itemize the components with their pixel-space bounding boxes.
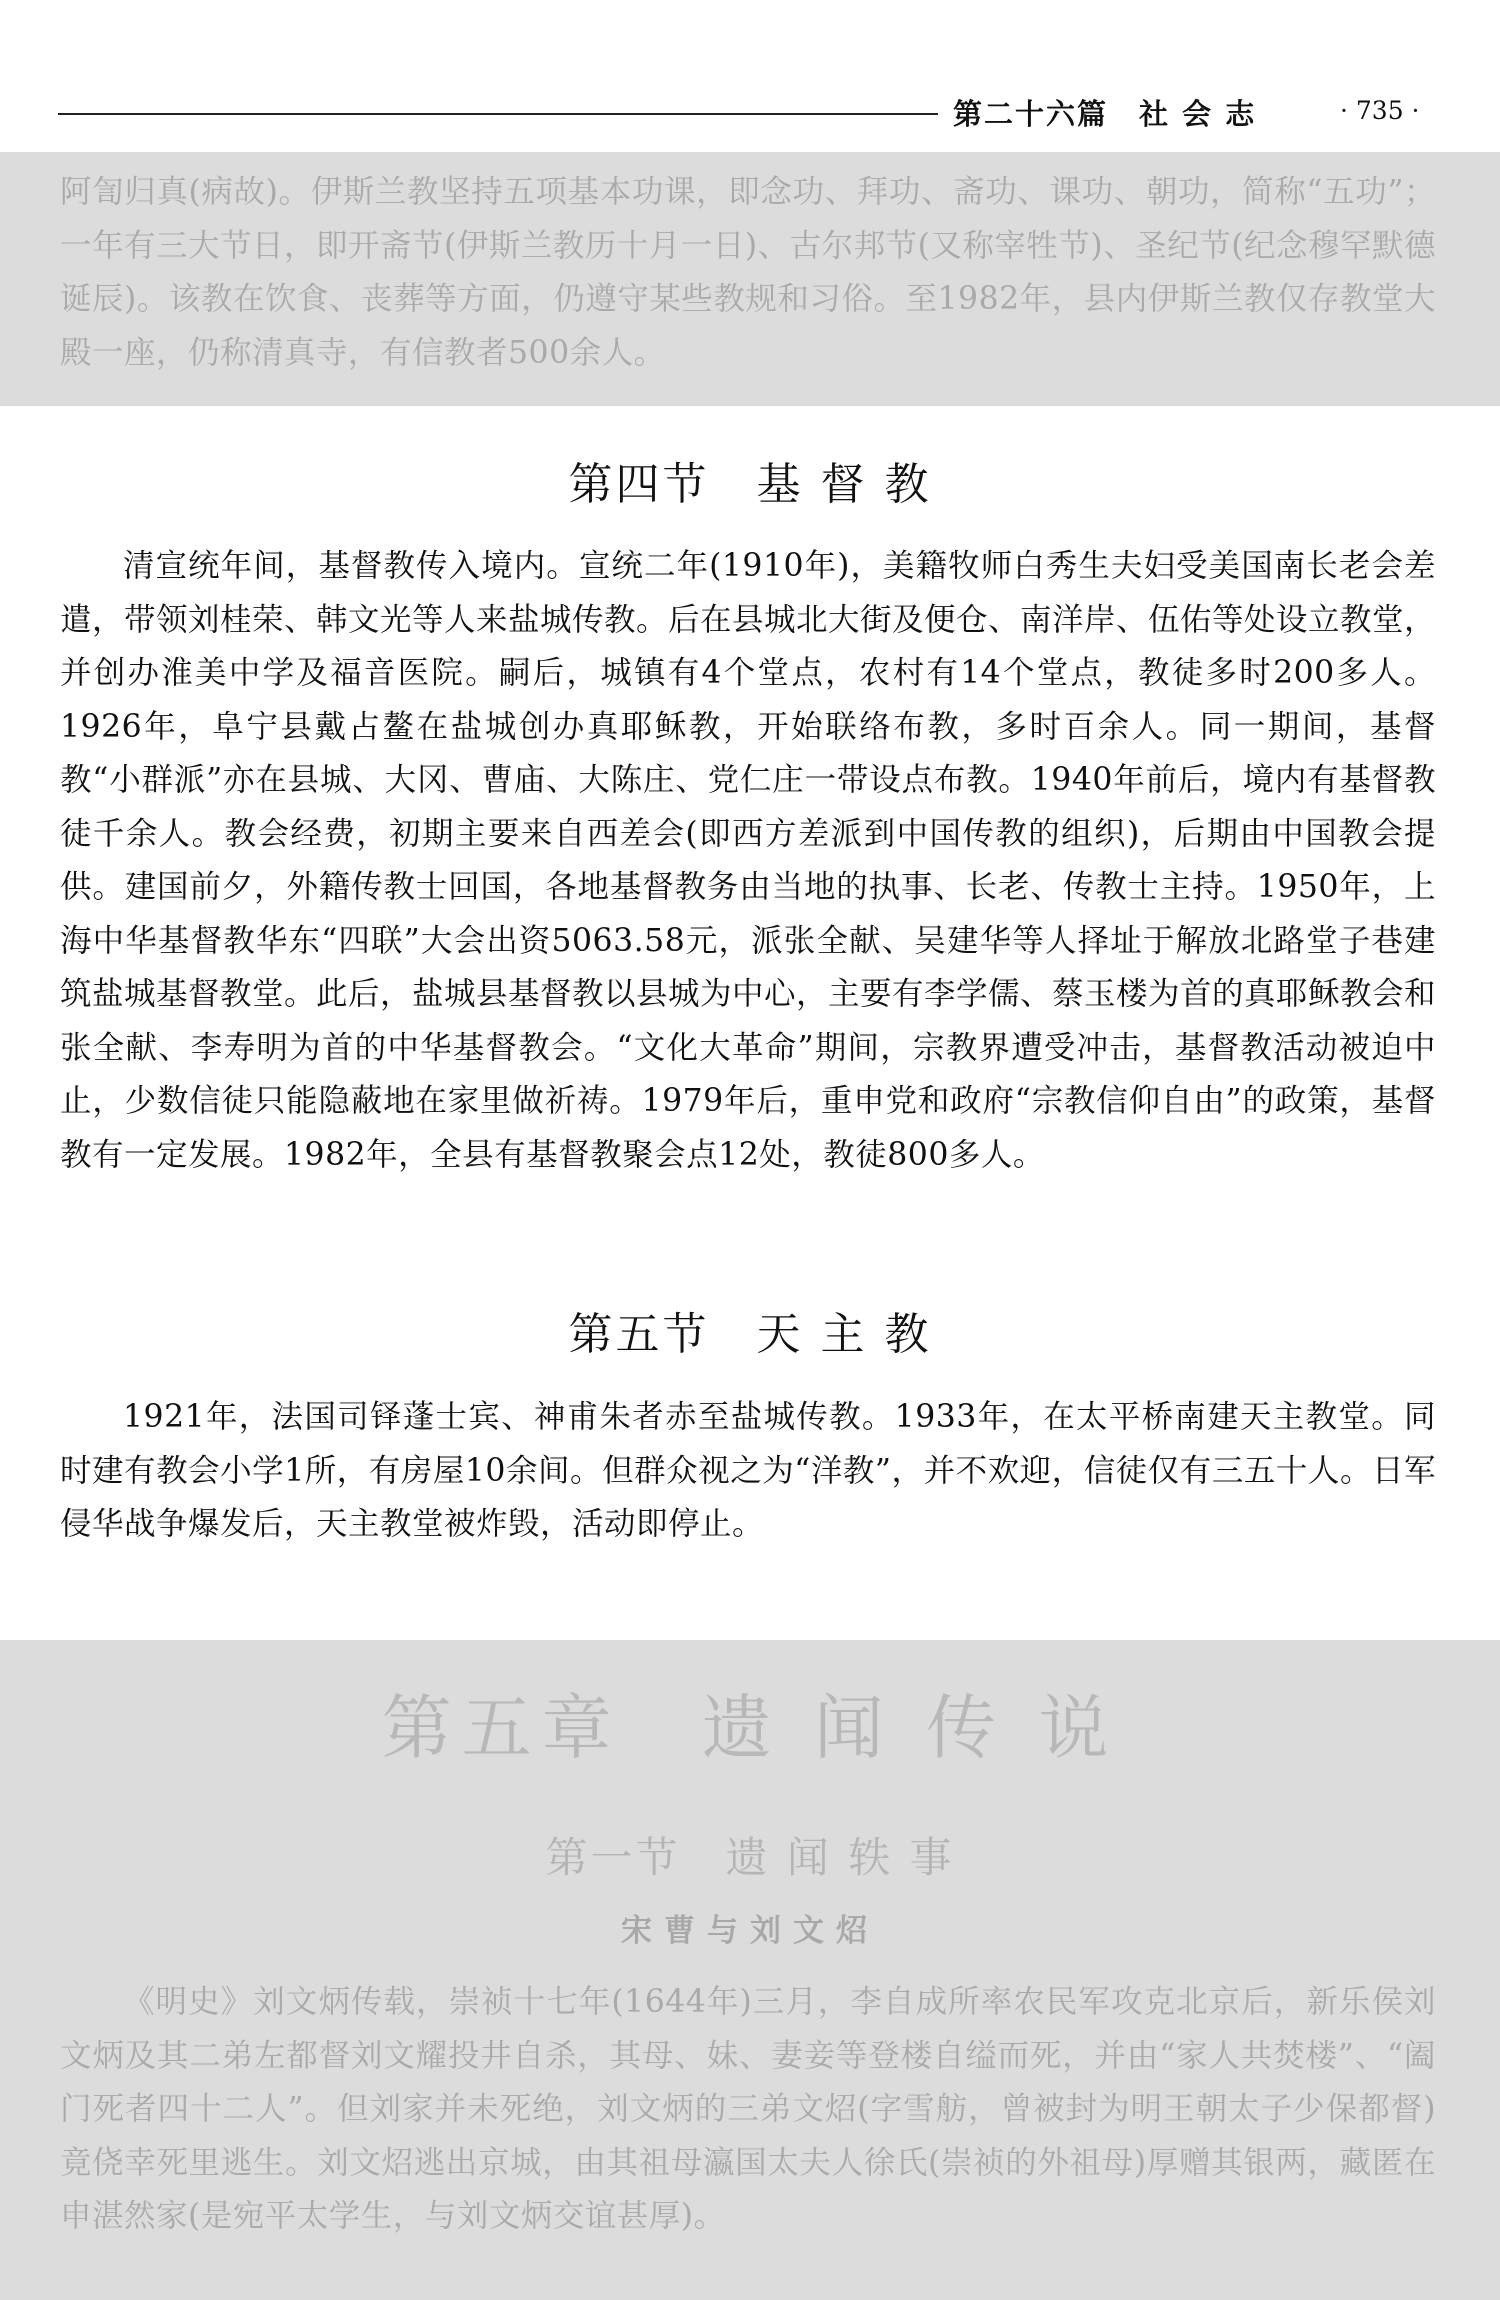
- header-title: 第二十六篇 社 会 志: [953, 97, 1257, 131]
- liu-wenzhao-paragraph: 《明史》刘文炳传载，崇祯十七年(1644年)三月，李自成所率农民军攻克北京后，新乐侯刘文炳及其二弟左都督刘文耀投井自杀，其母、妹、妻妾等登楼自缢而死，并由“家人共焚楼”、“阖门死者四十二人”。但刘家并未死绝，刘文炳的三弟文炤(字雪舫，曾被封为明王朝太子少保都督)竟侥幸死里逃生。刘文炤逃出京城，由其祖母瀛国太夫人徐氏(崇祯的外祖母)厚赠其银两，藏匿在申湛然家(是宛平太学生，与刘文炳交谊甚厚)。: [60, 1984, 1436, 2234]
- chapter-5-title: 第五章 遗 闻 传 说: [381, 1687, 1119, 1769]
- chapter-5-section-1-title: 第一节 遗 闻 轶 事: [545, 1833, 955, 1882]
- header-rule: [58, 113, 938, 115]
- section-5-title: 第五节 天 主 教: [568, 1309, 932, 1360]
- subsection-title: 宋曹与刘文炤: [621, 1913, 879, 1949]
- islam-paragraph-end: 阿訇归真(病故)。伊斯兰教坚持五项基本功课，即念功、拜功、斋功、课功、朝功，简称“五功”；一年有三大节日，即开斋节(伊斯兰教历十月一日)、古尔邦节(又称宰牲节)、圣纪节(纪念穆罕默德诞辰)。该教在饮食、丧葬等方面，仍遵守某些教规和习俗。至1982年，县内伊斯兰教仅存教堂大殿一座，仍称清真寺，有信教者500余人。: [60, 174, 1436, 371]
- catholicism-paragraph: 1921年，法国司铎蓬士宾、神甫朱者赤至盐城传教。1933年，在太平桥南建天主教堂。同时建有教会小学1所，有房屋10余间。但群众视之为“洋教”，并不欢迎，信徒仅有三五十人。日军侵华战争爆发后，天主教堂被炸毁，活动即停止。: [60, 1399, 1436, 1542]
- page-number: · 735 ·: [1340, 96, 1420, 125]
- section-4-title: 第四节 基 督 教: [568, 459, 932, 510]
- page-header: [58, 92, 1420, 132]
- christianity-paragraph: 清宣统年间，基督教传入境内。宣统二年(1910年)，美籍牧师白秀生夫妇受美国南长老会差遣，带领刘桂荣、韩文光等人来盐城传教。后在县城北大街及便仓、南洋岸、伍佑等处设立教堂，并创办淮美中学及福音医院。嗣后，城镇有4个堂点，农村有14个堂点，教徒多时200多人。1926年，阜宁县戴占鳌在盐城创办真耶稣教，开始联络布教，多时百余人。同一期间，基督教“小群派”亦在县城、大冈、曹庙、大陈庄、党仁庄一带设点布教。1940年前后，境内有基督教徒千余人。教会经费，初期主要来自西差会(即西方差派到中国传教的组织)，后期由中国教会提供。建国前夕，外籍传教士回国，各地基督教务由当地的执事、长老、传教士主持。1950年，上海中华基督教华东“四联”大会出资5063.58元，派张全献、吴建华等人择址于解放北路堂子巷建筑盐城基督教堂。此后，盐城县基督教以县城为中心，主要有李学儒、蔡玉楼为首的真耶稣教会和张全献、李寿明为首的中华基督教会。“文化大革命”期间，宗教界遭受冲击，基督教活动被迫中止，少数信徒只能隐蔽地在家里做祈祷。1979年后，重申党和政府“宗教信仰自由”的政策，基督教有一定发展。1982年，全县有基督教聚会点12处，教徒800多人。: [60, 548, 1437, 1173]
